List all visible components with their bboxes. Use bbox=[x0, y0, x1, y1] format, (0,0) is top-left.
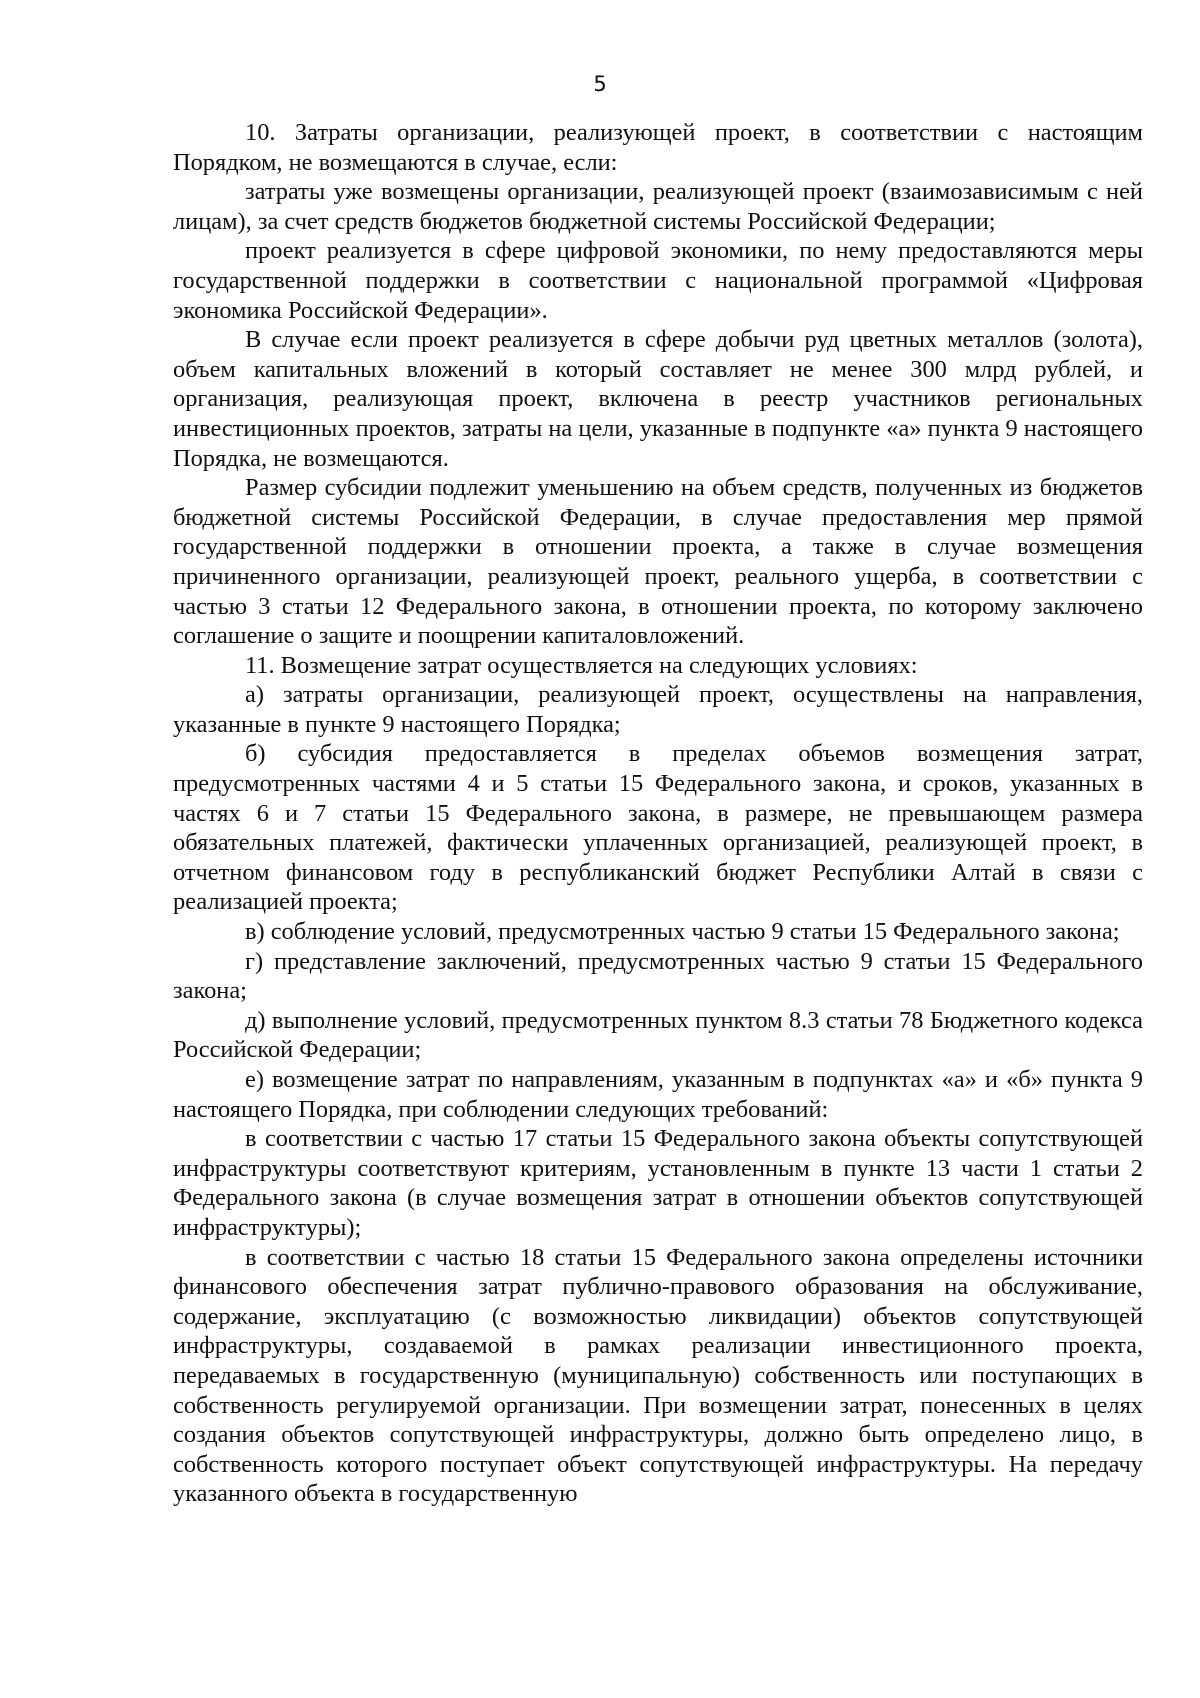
paragraph-part-18: в соответствии с частью 18 статьи 15 Федерального закона определены источники финансового обеспечения затрат публично-правового образования на обслуживание, содержание, эксплуатацию (с возможностью ликвидации) объектов сопутствующей инфраструктуры, создаваемой в рамках реализации инвестиционного проекта, передаваемых в государственную (муниципальную) собственность или поступающих в собственность регулируемой организации. При возмещении затрат, понесенных в целях создания объектов сопутствующей инфраструктуры, должно быть определено лицо, в собственность которого поступает объект сопутствующей инфраструктуры. На передачу указанного объекта в государственную bbox=[173, 1243, 1143, 1508]
paragraph-10-intro: 10. Затраты организации, реализующей проект, в соответствии с настоящим Порядком, не возмещаются в случае, если: bbox=[173, 119, 1143, 176]
paragraph-11-e: е) возмещение затрат по направлениям, указанным в подпунктах «а» и «б» пункта 9 настоящего Порядка, при соблюдении следующих требований: bbox=[173, 1066, 1143, 1123]
paragraph-subsidy-reduction: Размер субсидии подлежит уменьшению на объем средств, полученных из бюджетов бюджетной системы Российской Федерации, в случае предоставления мер прямой государственной поддержки в отношении проекта, а также в случае возмещения причиненного организации, реализующей проект, реального ущерба, в соответствии с частью 3 статьи 12 Федерального закона, в отношении проекта, по которому заключено соглашение о защите и поощрении капиталовложений. bbox=[173, 474, 1143, 650]
paragraph-gold-mining: В случае если проект реализуется в сфере добычи руд цветных металлов (золота), объем капитальных вложений в который составляет не менее 300 млрд рублей, и организация, реализующая проект, включена в реестр участников региональных инвестиционных проектов, затраты на цели, указанные в подпункте «а» пункта 9 настоящего Порядка, не возмещаются. bbox=[173, 326, 1143, 472]
paragraph-costs-reimbursed: затраты уже возмещены организации, реализующей проект (взаимозависимым с ней лицам), за счет средств бюджетов бюджетной системы Российской Федерации; bbox=[173, 178, 1143, 235]
document-body bbox=[173, 118, 1143, 1509]
paragraph-11-v: в) соблюдение условий, предусмотренных частью 9 статьи 15 Федерального закона; bbox=[245, 918, 1120, 946]
paragraph-11-g: г) представление заключений, предусмотренных частью 9 статьи 15 Федерального закона; bbox=[173, 947, 1143, 1005]
paragraph-digital-economy: проект реализуется в сфере цифровой экономики, по нему предоставляются меры государственной поддержки в соответствии с национальной программой «Цифровая экономика Российской Федерации». bbox=[173, 237, 1143, 324]
paragraph-part-17: в соответствии с частью 17 статьи 15 Федерального закона объекты сопутствующей инфраструктуры соответствуют критериям, установленным в пункте 13 части 1 статьи 2 Федерального закона (в случае возмещения затрат в отношении объектов сопутствующей инфраструктуры); bbox=[173, 1125, 1143, 1241]
paragraph-11-d: д) выполнение условий, предусмотренных пунктом 8.3 статьи 78 Бюджетного кодекса Российской Федерации; bbox=[173, 1006, 1143, 1064]
page-number: 5 bbox=[593, 72, 607, 96]
paragraph-11-intro: 11. Возмещение затрат осуществляется на следующих условиях: bbox=[245, 651, 918, 679]
paragraph-11-a: а) затраты организации, реализующей проект, осуществлены на направления, указанные в пункте 9 настоящего Порядка; bbox=[173, 681, 1143, 738]
paragraph-11-b: б) субсидия предоставляется в пределах объемов возмещения затрат, предусмотренных частями 4 и 5 статьи 15 Федерального закона, и сроков, указанных в частях 6 и 7 статьи 15 Федерального закона, в размере, не превышающем размера обязательных платежей, фактически уплаченных организацией, реализующей проект, в отчетном финансовом году в республиканский бюджет Республики Алтай в связи с реализацией проекта; bbox=[173, 740, 1143, 916]
